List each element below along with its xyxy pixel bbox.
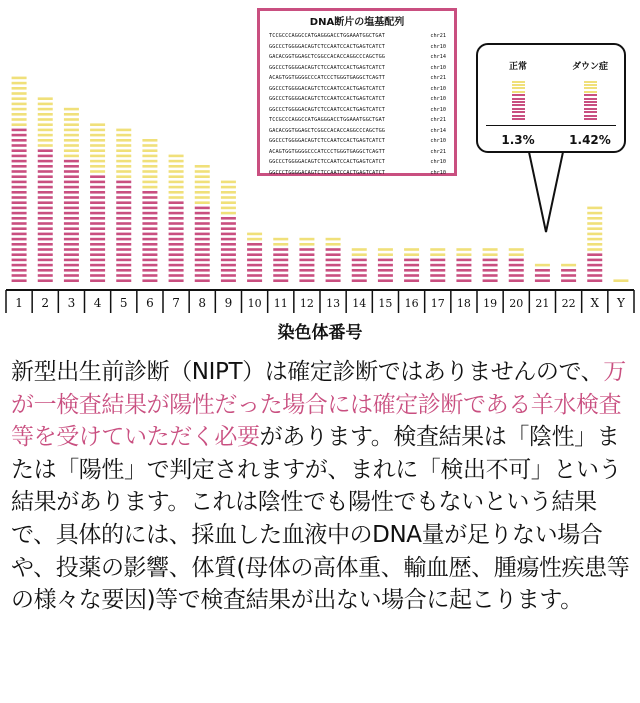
tick-label-4: 4	[93, 296, 102, 310]
bar-pink-chr-15	[378, 259, 393, 282]
normal-value-cell	[488, 131, 548, 147]
sequence-row	[269, 126, 448, 137]
mini-pink-stripe	[512, 104, 525, 106]
tick-label-12: 12	[299, 297, 314, 310]
mini-yellow-stripe	[584, 91, 597, 93]
bar-yellow-chr-20	[509, 248, 524, 256]
tick-label-X: X	[590, 296, 600, 310]
tick-label-21: 21	[535, 297, 550, 310]
tick-label-5: 5	[119, 296, 128, 310]
sequence-row	[269, 168, 448, 179]
mini-pink-stripe	[512, 118, 525, 120]
bar-pink-chr-1	[12, 129, 27, 282]
tick-label-22: 22	[561, 297, 576, 310]
tick-label-7: 7	[172, 296, 180, 310]
bar-yellow-chr-8	[195, 165, 210, 204]
bar-yellow-chr-13	[326, 238, 341, 246]
sequence-chromosome: chr21	[430, 148, 446, 155]
sequence-text: GACACGGTGGAGCTCGGCCACACCAGGCCCAGCTGG	[269, 127, 386, 134]
bar-pink-chr-22	[561, 269, 576, 282]
bar-pink-chr-14	[352, 259, 367, 282]
sequence-row	[269, 52, 448, 63]
bar-pink-chr-5	[116, 181, 131, 282]
tick-label-1: 1	[15, 296, 23, 310]
mini-yellow-stripe	[512, 87, 525, 89]
tick-label-3: 3	[67, 296, 76, 310]
mini-pink-stripe	[512, 111, 525, 113]
mini-pink-stripe	[584, 104, 597, 106]
sequence-chromosome: chr14	[430, 54, 446, 60]
tick-label-17: 17	[430, 297, 445, 310]
sequence-text: GGCCCTGGGGACAGTCTCCAATCCACTGAGTCATCT	[269, 169, 386, 176]
bar-yellow-chr-16	[404, 248, 419, 256]
sequence-text: TCCGCCCAGGCCATGAGGGACCTGGAAATGGCTGAT	[269, 117, 386, 123]
bar-pink-chr-20	[509, 259, 524, 282]
bar-pink-chr-2	[38, 149, 53, 282]
sequence-chromosome: chr10	[430, 85, 446, 92]
bar-yellow-chr-15	[378, 248, 393, 256]
sequence-text: TCCGCCCAGGCCATGAGGGACCTGGAAATGGCTGAT	[269, 33, 386, 39]
tick-label-13: 13	[326, 297, 341, 310]
bar-yellow-chr-14	[352, 248, 367, 256]
down-mini-bar	[584, 76, 597, 120]
bar-pink-chr-9	[221, 217, 236, 282]
bar-yellow-chr-22	[561, 264, 576, 267]
mini-pink-stripe	[584, 94, 597, 96]
bar-pink-chr-3	[64, 160, 79, 282]
sequence-chromosome: chr10	[430, 138, 446, 144]
paragraph-highlight: 万が一検査結果が陽性だった場合には確定診断である羊水検査等を受けていただく必要	[11, 359, 626, 451]
sequence-chromosome: chr10	[430, 96, 446, 102]
sequence-row	[269, 147, 448, 158]
bar-yellow-chr-9	[221, 181, 236, 215]
bar-yellow-chr-1	[12, 77, 27, 126]
tick-label-18: 18	[456, 297, 471, 310]
paragraph-intro: 新型出生前診断（NIPT）は確定診断ではありませんので、	[11, 359, 604, 385]
sequence-row	[269, 157, 448, 168]
bar-yellow-chr-17	[430, 248, 445, 256]
sequence-text: GGCCCTGGGGACAGTCTCCAATCCACTGAGTCATCT	[269, 85, 386, 92]
sequence-row	[269, 136, 448, 147]
sequence-row	[269, 63, 448, 74]
bar-pink-chr-10	[247, 243, 262, 282]
sequence-row	[269, 42, 448, 53]
bar-pink-chr-7	[169, 201, 184, 282]
bar-pink-chr-4	[90, 175, 105, 282]
bar-yellow-chr-2	[38, 97, 53, 146]
callout-divider	[486, 125, 616, 126]
bar-pink-chr-11	[273, 248, 288, 282]
down-comparison	[560, 59, 620, 120]
tick-label-19: 19	[483, 297, 498, 310]
sequence-text: GGCCCTGGGGACAGTCTCCAATCCACTGAGTCATCT	[269, 96, 386, 102]
bar-pink-chr-17	[430, 259, 445, 282]
tick-label-Y: Y	[616, 296, 625, 310]
paragraph-rest: があります。検査結果は「陰性」または「陽性」で判定されますが、まれに「検出不可」という結果があります。これは陰性でも陽性でもないという結果で、具体的には、採血した血液中のDNA量が足りない場合や、投薬の影響、体質(母体の高体重、輸血歴、腫瘍性疾患等の様々な要因)等で検査結果が出ない場合に起こります。	[11, 424, 630, 614]
sequence-chromosome: chr10	[430, 159, 446, 165]
bar-yellow-chr-3	[64, 108, 79, 157]
sequence-chromosome: chr10	[430, 106, 446, 113]
sequence-row	[269, 84, 448, 95]
bar-yellow-chr-Y	[613, 279, 628, 282]
sequence-text: ACAGTGGTGGGGCCCATCCCTGGGTGAGGCTCAGTT	[269, 75, 386, 81]
x-axis-ticks	[6, 290, 634, 313]
tick-label-15: 15	[378, 297, 393, 310]
mini-pink-stripe	[584, 111, 597, 113]
tick-label-16: 16	[404, 297, 419, 310]
normal-mini-bar	[512, 76, 525, 120]
bar-yellow-chr-18	[456, 248, 471, 256]
comparison-callout	[476, 43, 626, 153]
mini-pink-stripe	[512, 94, 525, 96]
mini-pink-stripe	[584, 98, 597, 100]
sequence-chromosome: chr10	[430, 43, 446, 50]
normal-comparison	[488, 59, 548, 120]
normal-percent: 1.3%	[501, 133, 535, 147]
bar-yellow-chr-10	[247, 233, 262, 241]
tick-label-8: 8	[198, 296, 207, 310]
sequence-text: GACACGGTGGAGCTCGGCCACACCAGGCCCAGCTGG	[269, 54, 386, 60]
down-value-cell	[560, 131, 620, 147]
tick-label-6: 6	[146, 296, 154, 310]
bar-yellow-chr-X	[587, 207, 602, 251]
sequence-text: GGCCCTGGGGACAGTCTCCAATCCACTGAGTCATCT	[269, 64, 386, 71]
tick-label-10: 10	[247, 297, 262, 310]
mini-pink-stripe	[584, 118, 597, 120]
sequence-chromosome: chr21	[430, 117, 446, 123]
explanation-paragraph	[11, 356, 633, 617]
sequence-text: GGCCCTGGGGACAGTCTCCAATCCACTGAGTCATCT	[269, 106, 386, 113]
sequence-row	[269, 115, 448, 126]
mini-pink-stripe	[512, 98, 525, 100]
bar-yellow-chr-5	[116, 129, 131, 178]
bar-yellow-chr-4	[90, 123, 105, 172]
mini-pink-stripe	[512, 101, 525, 103]
sequence-list	[269, 31, 448, 178]
bar-pink-chr-6	[142, 191, 157, 282]
bar-pink-chr-19	[483, 259, 498, 282]
bar-yellow-chr-19	[483, 248, 498, 256]
bar-yellow-chr-6	[142, 139, 157, 188]
mini-pink-stripe	[584, 108, 597, 110]
sequence-box-title: DNA断片の塩基配列	[309, 17, 405, 28]
sequence-row	[269, 105, 448, 116]
bar-pink-chr-13	[326, 248, 341, 282]
sequence-chromosome: chr14	[430, 127, 446, 134]
bar-yellow-chr-7	[169, 155, 184, 199]
normal-label: 正常	[508, 62, 527, 72]
mini-pink-stripe	[584, 101, 597, 103]
dna-sequence-box	[257, 8, 457, 176]
sequence-text: ACAGTGGTGGGGCCCATCCCTGGGTGAGGCTCAGTT	[269, 148, 386, 155]
sequence-chromosome: chr10	[430, 64, 446, 71]
sequence-row	[269, 31, 448, 42]
bar-pink-chr-8	[195, 207, 210, 282]
sequence-chromosome: chr21	[430, 75, 446, 81]
bar-yellow-chr-21	[535, 264, 550, 267]
sequence-row	[269, 73, 448, 84]
mini-yellow-stripe	[512, 81, 525, 83]
bar-pink-chr-12	[299, 248, 314, 282]
bar-pink-chr-X	[587, 253, 602, 282]
sequence-chromosome: chr10	[430, 169, 446, 176]
mini-pink-stripe	[584, 115, 597, 117]
down-percent: 1.42%	[569, 133, 611, 147]
tick-label-14: 14	[352, 297, 367, 310]
sequence-text: GGCCCTGGGGACAGTCTCCAATCCACTGAGTCATCT	[269, 43, 386, 50]
sequence-text: GGCCCTGGGGACAGTCTCCAATCCACTGAGTCATCT	[269, 159, 386, 165]
sequence-text: GGCCCTGGGGACAGTCTCCAATCCACTGAGTCATCT	[269, 138, 386, 144]
bar-pink-chr-21	[535, 269, 550, 282]
tick-label-11: 11	[273, 297, 288, 310]
bar-yellow-chr-11	[273, 238, 288, 246]
bar-pink-chr-16	[404, 259, 419, 282]
mini-pink-stripe	[512, 108, 525, 110]
mini-yellow-stripe	[584, 87, 597, 89]
sequence-chromosome: chr21	[430, 33, 446, 39]
mini-yellow-stripe	[512, 91, 525, 93]
tick-label-2: 2	[41, 296, 50, 310]
mini-yellow-stripe	[584, 81, 597, 83]
tick-label-20: 20	[509, 297, 524, 310]
tick-label-9: 9	[224, 296, 233, 310]
down-label: ダウン症	[571, 62, 608, 72]
mini-pink-stripe	[512, 115, 525, 117]
mini-yellow-stripe	[584, 84, 597, 86]
bar-pink-chr-18	[456, 259, 471, 282]
bar-yellow-chr-12	[299, 238, 314, 246]
mini-yellow-stripe	[512, 84, 525, 86]
sequence-row	[269, 94, 448, 105]
x-axis-title: 染色体番号	[277, 323, 363, 343]
